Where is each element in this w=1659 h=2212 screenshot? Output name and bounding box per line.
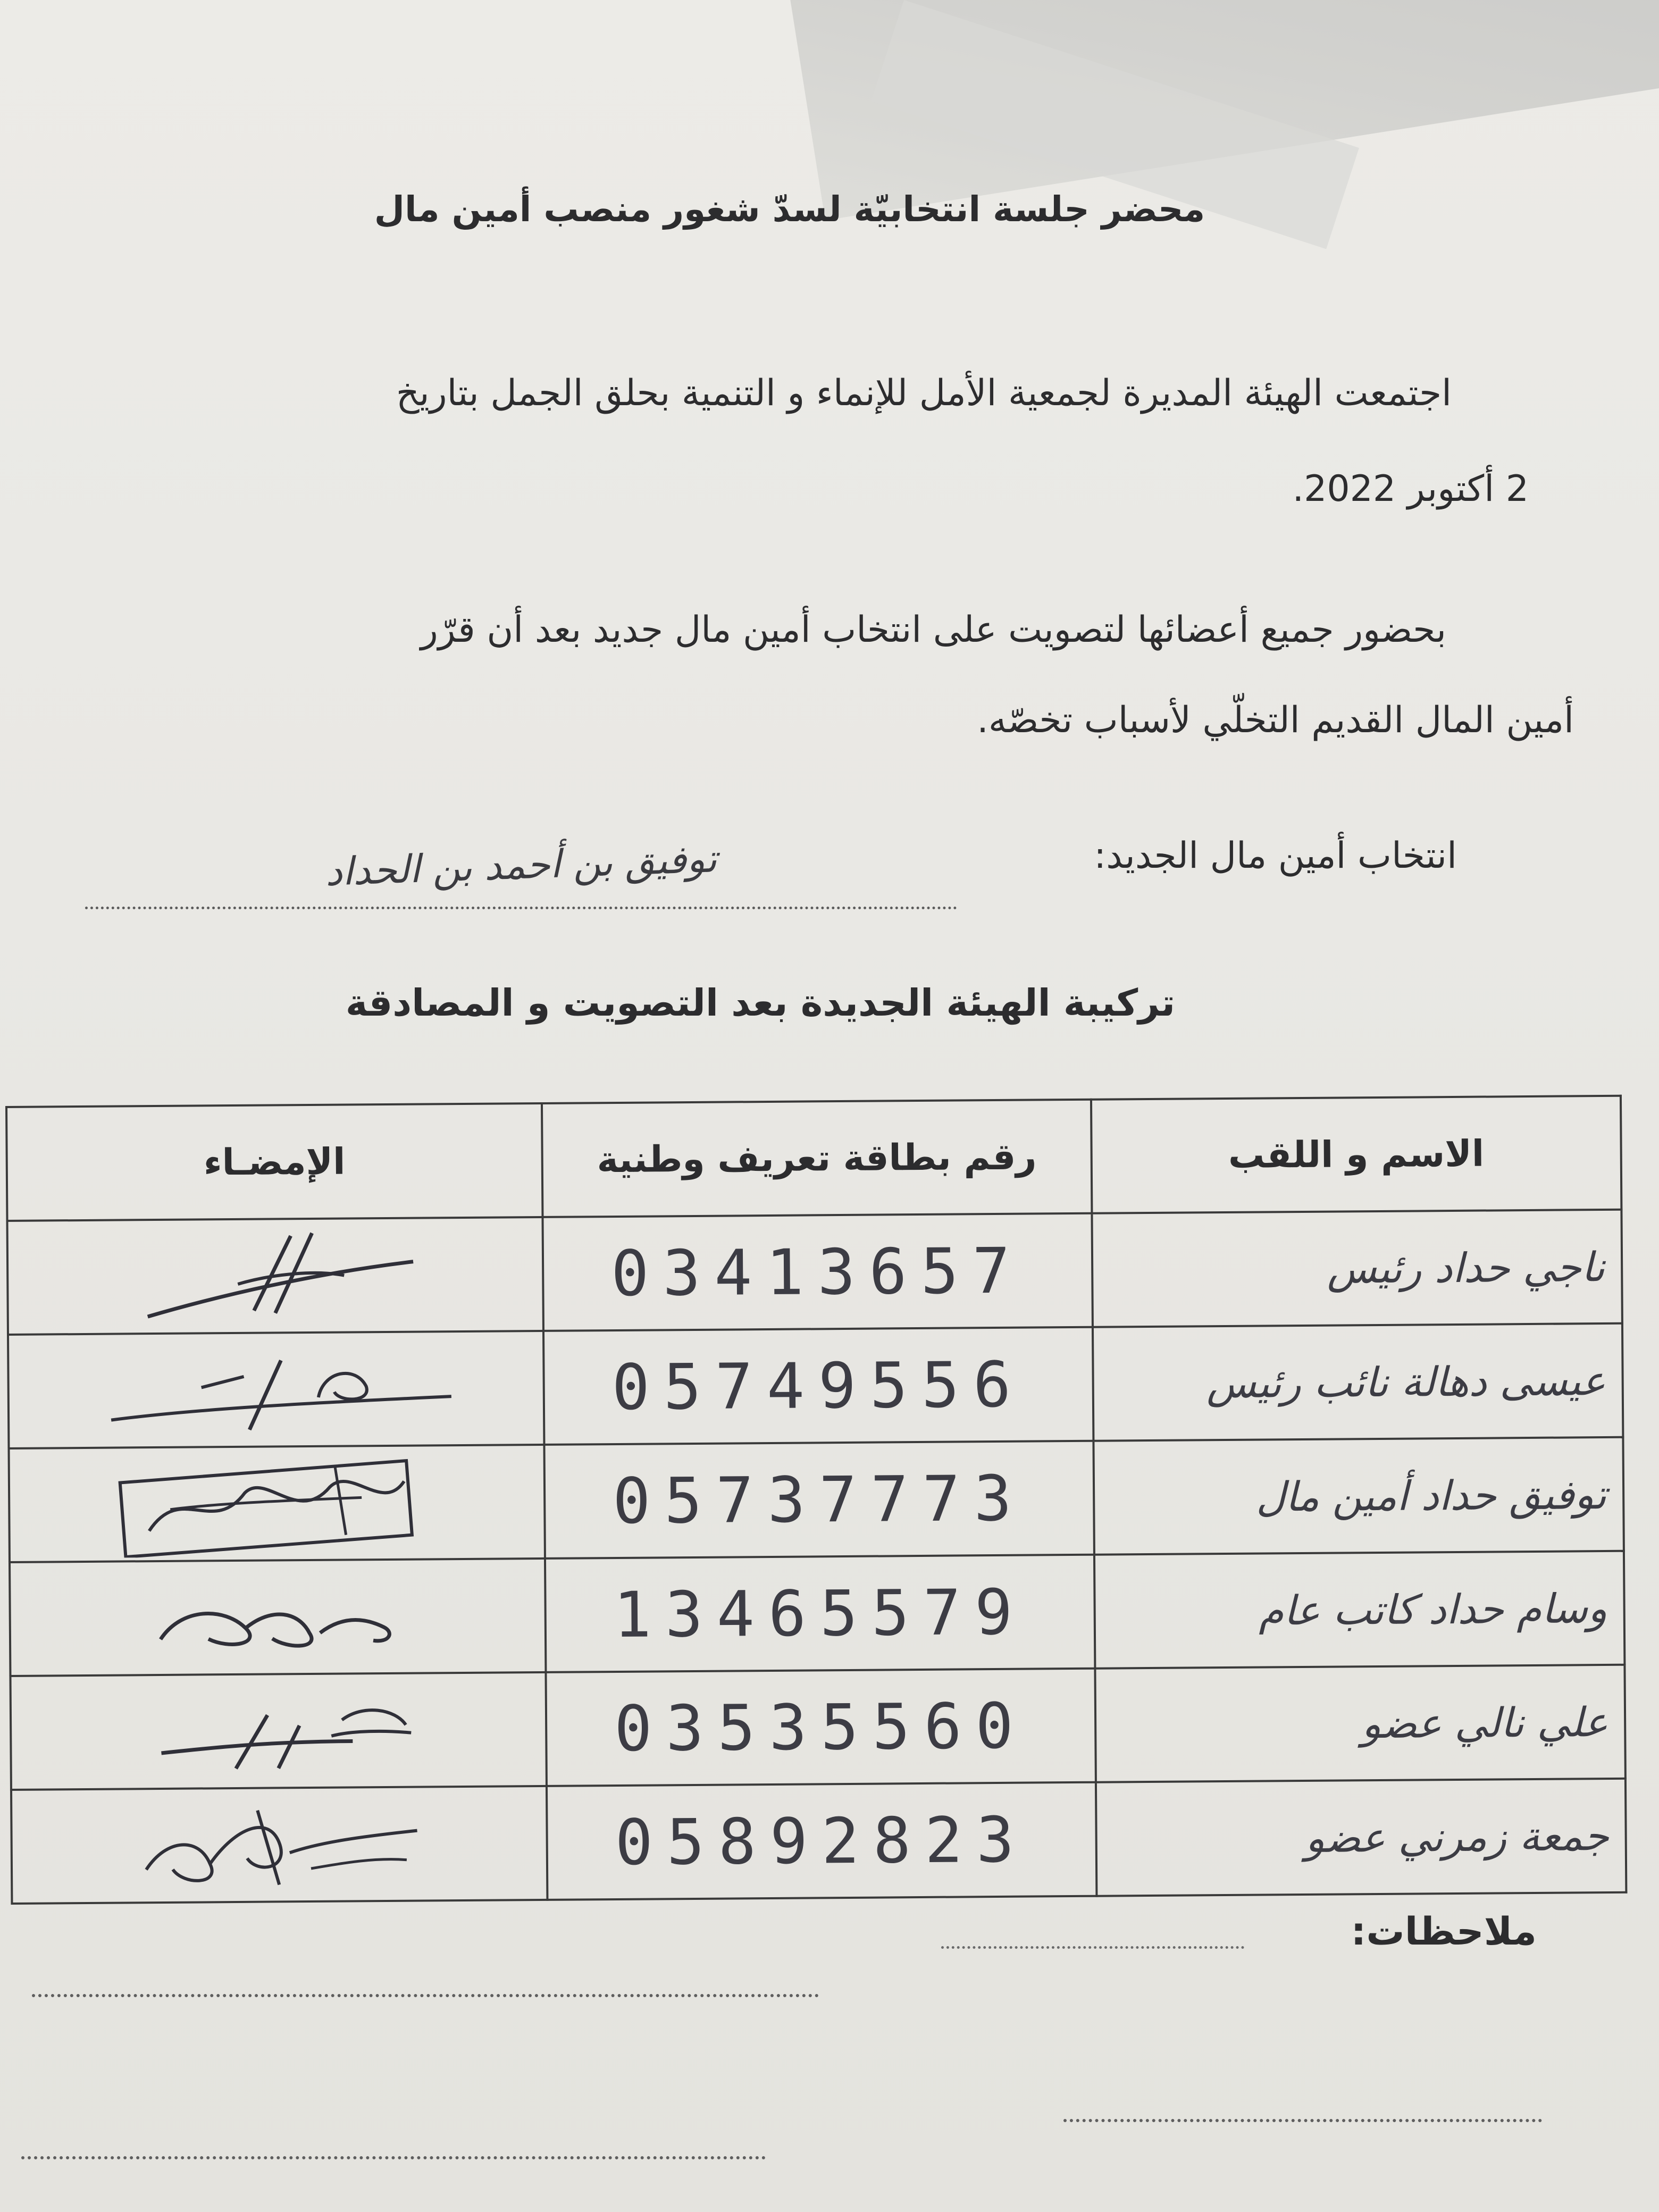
table-header-row: [6, 1096, 1621, 1221]
paragraph2-line1: بحضور جميع أعضائها لتصويت على انتخاب أمين مال جديد بعد أن قرّر: [420, 609, 1446, 651]
signature-cell: [8, 1331, 544, 1448]
id-cell: 05737773: [544, 1441, 1094, 1559]
header-name: الاسم و اللقب: [1091, 1096, 1622, 1213]
signature-cell: [9, 1445, 544, 1562]
name-cell: علي نالي عضو: [1095, 1665, 1626, 1782]
name-cell: ناجي حداد رئيس: [1092, 1210, 1622, 1327]
paragraph1-line1: اجتمعت الهيئة المديرة لجمعية الأمل للإنماء و التنمية بحلق الجمل بتاريخ: [396, 372, 1452, 414]
handwritten-signature: [139, 1574, 416, 1661]
signature-cell: [11, 1786, 547, 1904]
handwritten-signature: [129, 1682, 428, 1780]
signature-cell: [10, 1559, 546, 1676]
notes-dotted-line: [1063, 2114, 1542, 2122]
name-cell: توفيق حداد أمين مال: [1093, 1437, 1624, 1555]
paragraph1-line2: 2 أكتوبر 2022.: [1292, 468, 1529, 510]
handwritten-signature: [106, 1449, 447, 1557]
name-cell: وسام حداد كاتب عام: [1094, 1551, 1625, 1669]
id-cell: 03413657: [542, 1213, 1092, 1331]
notes-label: ملاحظات:: [1351, 1909, 1537, 1954]
handwritten-signature: [119, 1793, 439, 1896]
signature-cell: [10, 1672, 546, 1790]
notes-dotted-line: [32, 1989, 819, 1997]
table-row: [10, 1665, 1625, 1790]
table-row: [9, 1437, 1623, 1562]
header-id-number: رقم بطاقة تعريف وطنية: [542, 1100, 1092, 1217]
table-row: [7, 1210, 1622, 1335]
section-subtitle: تركيبة الهيئة الجديدة بعد التصويت و المصادقة: [345, 981, 1176, 1025]
notes-dotted-line: [21, 2151, 766, 2159]
handwritten-signature: [115, 1224, 435, 1327]
id-cell: 05892823: [547, 1782, 1096, 1900]
table-row: [10, 1551, 1624, 1676]
id-cell: 05749556: [543, 1327, 1093, 1445]
handwritten-signature: [90, 1338, 463, 1442]
header-signature: الإمضـاء: [6, 1103, 542, 1221]
election-handwritten-name: توفيق بن أحمد بن الحداد: [324, 836, 718, 894]
election-label: انتخاب أمين مال الجديد:: [1094, 835, 1457, 877]
name-cell: جمعة زمرني عضو: [1096, 1779, 1627, 1896]
id-cell: 13465579: [545, 1555, 1095, 1672]
members-table: [5, 1095, 1627, 1905]
paragraph2-line2: أمين المال القديم التخلّي لأسباب تخصّه.: [977, 699, 1574, 741]
document-title: محضر جلسة انتخابيّة لسدّ شغور منصب أمين مال: [374, 189, 1205, 230]
table-row: [11, 1779, 1626, 1904]
table-row: [8, 1323, 1623, 1448]
name-cell: عيسى دهالة نائب رئيس: [1093, 1323, 1623, 1441]
signature-cell: [7, 1217, 543, 1335]
notes-dotted-line-short: [941, 1941, 1244, 1949]
id-cell: 03535560: [546, 1669, 1095, 1786]
